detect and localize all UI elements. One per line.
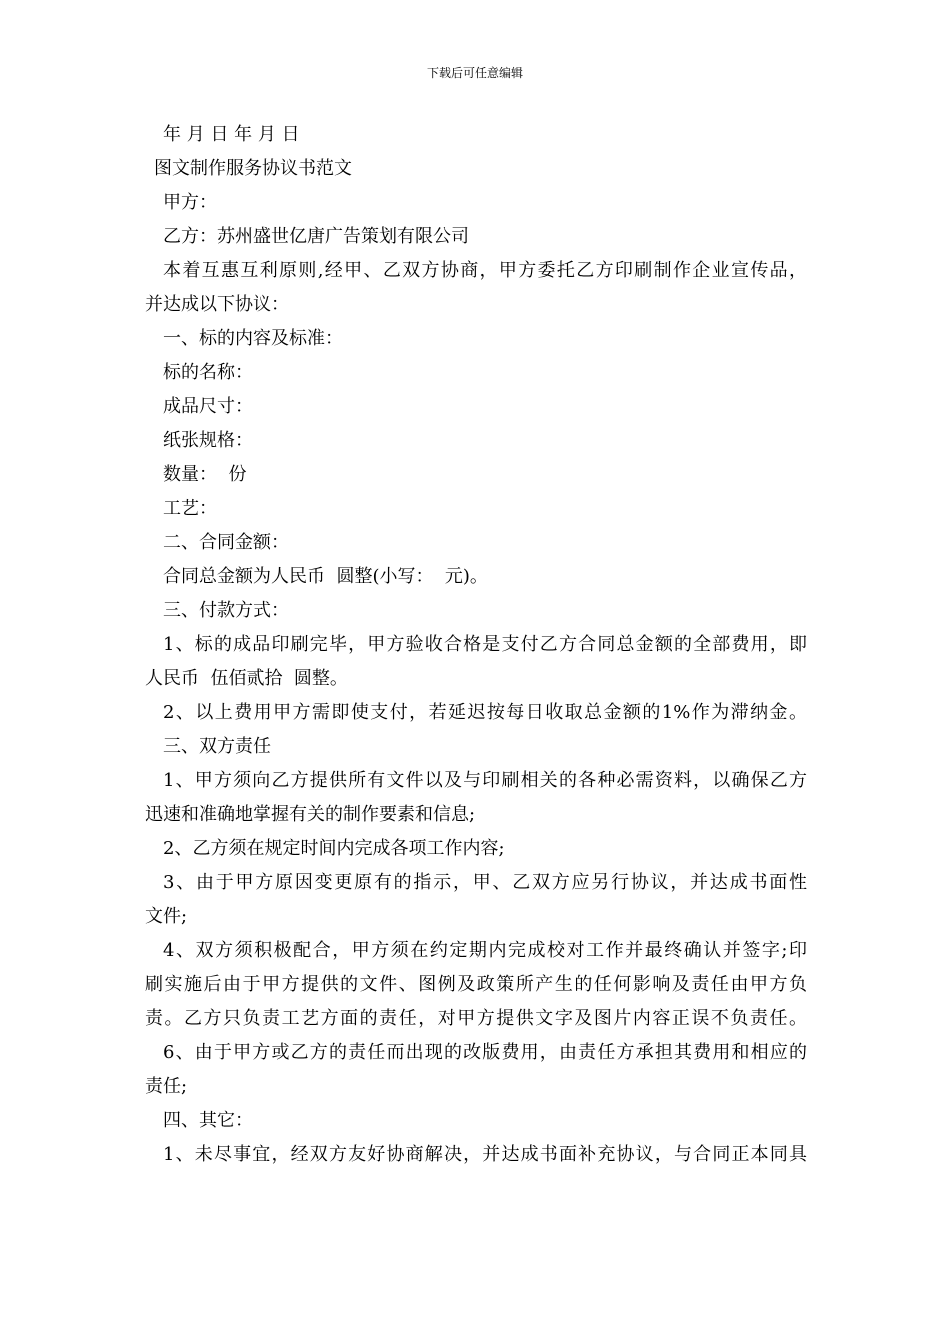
section-heading: 三、双方责任 (163, 736, 271, 757)
paragraph-line: 刷实施后由于甲方提供的文件、图例及政策所产生的任何影响及责任由甲方负 (145, 974, 807, 995)
paragraph-line: 1、未尽事宜，经双方友好协商解决，并达成书面补充协议，与合同正本同具 (163, 1144, 807, 1165)
party-b-line: 乙方：苏州盛世亿唐广告策划有限公司 (163, 226, 469, 247)
paragraph-line: 1、标的成品印刷完毕，甲方验收合格是支付乙方合同总金额的全部费用，即 (163, 634, 807, 655)
paragraph-line: 合同总金额为人民币 圆整(小写： 元)。 (163, 566, 488, 587)
paragraph-line: 2、以上费用甲方需即使支付，若延迟按每日收取总金额的1%作为滞纳金。 (163, 702, 807, 723)
document-body (145, 118, 807, 1172)
paragraph-line: 迅速和准确地掌握有关的制作要素和信息; (145, 804, 476, 825)
document-title: 图文制作服务协议书范文 (154, 158, 352, 179)
section-heading: 一、标的内容及标准： (163, 328, 343, 349)
paragraph-line: 3、由于甲方原因变更原有的指示，甲、乙双方应另行协议，并达成书面性 (163, 872, 807, 893)
paragraph-line: 1、甲方须向乙方提供所有文件以及与印刷相关的各种必需资料，以确保乙方 (163, 770, 807, 791)
paragraph-line: 责。乙方只负责工艺方面的责任，对甲方提供文字及图片内容正误不负责任。 (145, 1008, 807, 1029)
field-line: 纸张规格： (163, 430, 253, 451)
field-line: 工艺： (163, 498, 217, 519)
page-header: 下载后可任意编辑 (426, 66, 523, 80)
paragraph-line: 6、由于甲方或乙方的责任而出现的改版费用，由责任方承担其费用和相应的 (163, 1042, 807, 1063)
paragraph-line: 文件; (145, 906, 188, 927)
paragraph-line: 4、双方须积极配合，甲方须在约定期内完成校对工作并最终确认并签字;印 (163, 940, 807, 961)
party-a-line: 甲方： (163, 192, 217, 213)
paragraph-line: 2、乙方须在规定时间内完成各项工作内容; (163, 838, 505, 859)
field-line: 标的名称： (163, 362, 253, 383)
paragraph-line: 并达成以下协议： (145, 294, 289, 315)
date-line: 年 月 日 年 月 日 (163, 124, 300, 145)
paragraph-line: 本着互惠互利原则,经甲、乙双方协商，甲方委托乙方印刷制作企业宣传品， (163, 260, 807, 281)
field-line: 数量： 份 (163, 464, 247, 485)
section-heading: 四、其它： (163, 1110, 253, 1131)
paragraph-line: 责任; (145, 1076, 188, 1097)
paragraph-line: 人民币 伍佰贰拾 圆整。 (145, 668, 348, 689)
section-heading: 二、合同金额： (163, 532, 289, 553)
section-heading: 三、付款方式： (163, 600, 289, 621)
field-line: 成品尺寸： (163, 396, 253, 417)
